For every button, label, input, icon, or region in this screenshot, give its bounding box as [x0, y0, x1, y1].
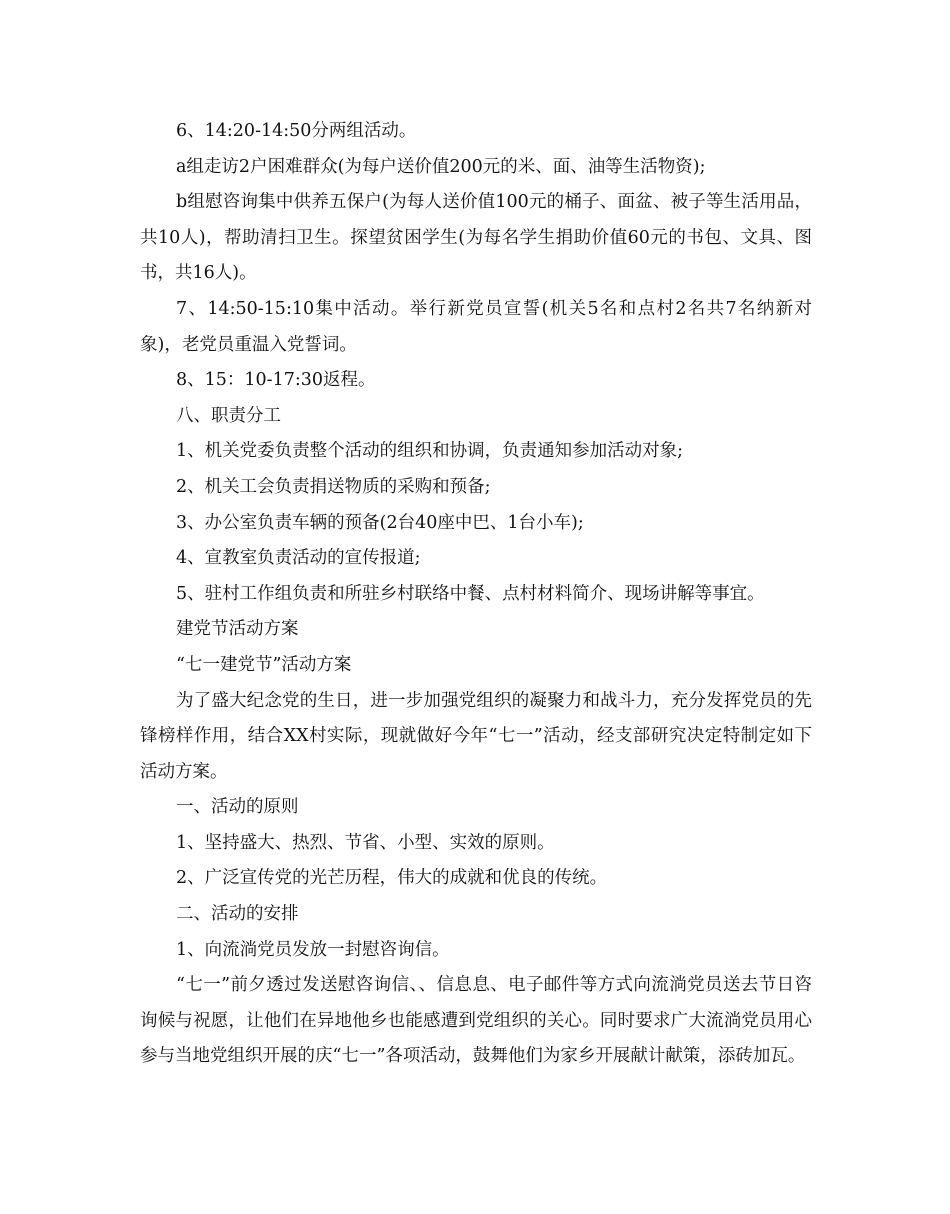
paragraph-group-a: a组走访2户困难群众(为每户送价值200元的米、面、油等生活物资); — [176, 156, 706, 177]
paragraph-schedule-item-6: 6、14:20-14:50分两组活动。 — [176, 121, 417, 141]
paragraph-schedule-item-7: 7、14:50-15:10集中活动。举行新党员宣誓(机关5名和点村2名共7名纳新对象)，老党员重温入党誓词。 — [140, 298, 812, 355]
paragraph-duty-4: 4、宣教室负责活动的宣传报道; — [176, 548, 421, 569]
paragraph-intro: 为了盛大纪念党的生日，进一步加强党组织的凝聚力和战斗力，充分发挥党员的先锋榜样作用，结合XX村实际，现就做好今年“七一”活动，经支部研究决定特制定如下活动方案。 — [140, 690, 812, 782]
paragraph-group-b: b组慰咨询集中供养五保户(为每人送价值100元的桶子、面盆、被子等生活用品，共10人)，帮助清扫卫生。探望贫困学生(为每名学生捐助价值60元的书包、文具、图书，共16人)。 — [140, 192, 812, 284]
paragraph-duty-5: 5、驻村工作组负责和所驻乡村联络中餐、点村材料简介、现场讲解等事宜。 — [176, 583, 765, 604]
section-heading-principles: 一、活动的原则 — [176, 797, 299, 818]
paragraph-schedule-item-8: 8、15：10-17:30返程。 — [176, 370, 376, 391]
paragraph-duty-1: 1、机关党委负责整个活动的组织和协调，负责通知参加活动对象; — [176, 441, 684, 462]
paragraph-arrangement-detail: “七一”前夕透过发送慰咨询信、、信息息、电子邮件等方式向流淌党员送去节日咨询候与祝愿，让他们在异地他乡也能感遭到党组织的关心。同时要求广大流淌党员用心参与当地党组织开展的庆“七一”各项活动，鼓舞他们为家乡开展献计献策，添砖加瓦。 — [140, 975, 812, 1067]
document-heading: 建党节活动方案 — [176, 619, 299, 640]
document-subheading: “七一建党节”活动方案 — [176, 654, 352, 675]
paragraph-principle-2: 2、广泛宣传党的光芒历程，伟大的成就和优良的传统。 — [176, 868, 608, 889]
paragraph-arrangement-1: 1、向流淌党员发放一封慰咨询信。 — [176, 939, 450, 960]
section-heading-arrangements: 二、活动的安排 — [176, 904, 299, 925]
section-heading-duties: 八、职责分工 — [176, 405, 281, 426]
paragraph-duty-2: 2、机关工会负责捐送物质的采购和预备; — [176, 476, 491, 497]
paragraph-principle-1: 1、坚持盛大、热烈、节省、小型、实效的原则。 — [176, 832, 555, 853]
paragraph-duty-3: 3、办公室负责车辆的预备(2台40座中巴、1台小车); — [176, 512, 584, 533]
document-page — [140, 114, 812, 1075]
